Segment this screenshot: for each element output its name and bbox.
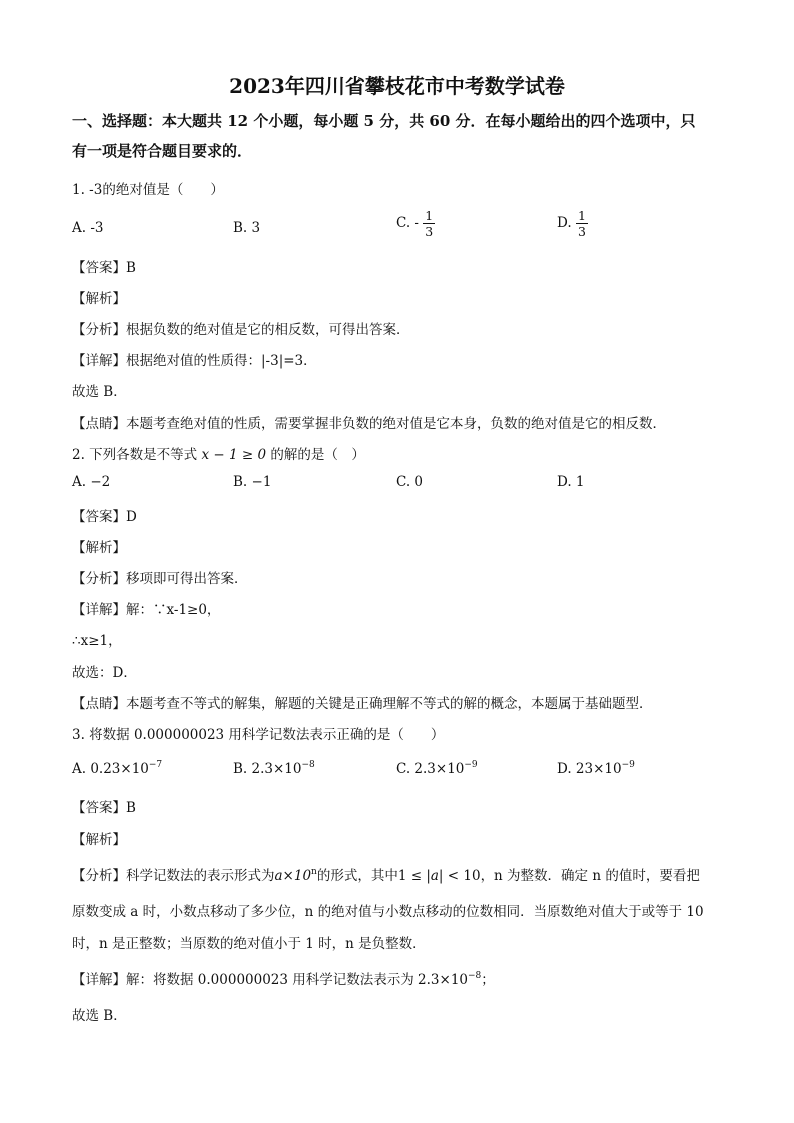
q3-xiangjie-suffix: ； (481, 972, 495, 988)
q3-option-d (557, 760, 635, 777)
q3-option-c (396, 760, 478, 777)
q1-option-b: B. 3 (233, 220, 261, 236)
q1-option-d-fraction (576, 208, 588, 239)
section-heading-line1: 一、选择题：本大题共 12 个小题，每小题 5 分，共 60 分．在每小题给出的四个选项中，只 (72, 112, 696, 130)
q3-option-a (72, 760, 162, 777)
q3-option-d-base: D. 23×10 (557, 761, 622, 777)
q2-stem-suffix: 的解的是（ ） (270, 447, 365, 463)
q3-fenxi-ineq-right: < 10 (443, 868, 481, 884)
q1-option-a: A. -3 (72, 220, 104, 236)
q3-fenxi-formula: a×10 (274, 868, 312, 884)
q3-answer: 【答案】B (72, 800, 136, 816)
q2-dianjing: 【点睛】本题考查不等式的解集，解题的关键是正确理解不等式的解的概念，本题属于基础题型． (72, 696, 653, 712)
page-title: 2023年四川省攀枝花市中考数学试卷 (229, 74, 565, 98)
q2-fenxi: 【分析】移项即可得出答案． (72, 571, 248, 587)
q1-option-d-numerator: 1 (577, 208, 586, 223)
q1-option-c-numerator: 1 (425, 208, 434, 223)
q3-fenxi-formula-exponent: n (311, 867, 317, 877)
q2-stem-inequality: x − 1 ≥ 0 (201, 447, 267, 463)
q2-stem (72, 443, 365, 463)
q2-option-c: C. 0 (396, 474, 424, 490)
q1-option-d-label: D. (557, 215, 572, 231)
q2-option-b: B. −1 (233, 474, 272, 490)
q3-fenxi-line1-end: ，n 为整数．确定 n 的值时，要看把 (480, 868, 700, 884)
q3-fenxi-ineq-abs: |a| (426, 868, 444, 884)
q1-fenxi: 【分析】根据负数的绝对值是它的相反数，可得出答案． (72, 322, 410, 338)
q3-xiangjie (72, 968, 495, 988)
q1-option-d (557, 208, 588, 239)
q3-fenxi-line2: 原数变成 a 时，小数点移动了多少位，n 的绝对值与小数点移动的位数相同．当原数绝对值大于或等于 10 (72, 904, 704, 920)
q2-choice: 故选：D． (72, 665, 137, 681)
q2-step: ∴x≥1， (72, 633, 122, 649)
q3-option-a-base: A. 0.23×10 (72, 761, 149, 777)
q1-option-d-denominator: 3 (577, 224, 586, 239)
q1-option-c (396, 208, 435, 239)
q1-choice: 故选 B． (72, 384, 127, 400)
q3-choice: 故选 B． (72, 1008, 127, 1024)
q2-option-d: D. 1 (557, 474, 585, 490)
q3-xiangjie-text: 【详解】解：将数据 0.000000023 用科学记数法表示为 2.3×10 (72, 972, 469, 988)
q2-option-a: A. −2 (72, 474, 111, 490)
q1-option-c-label: C. - (396, 215, 419, 231)
q3-xiangjie-exponent: −8 (468, 971, 482, 981)
q3-fenxi-line1 (72, 864, 700, 884)
q1-option-c-fraction (423, 208, 435, 239)
q1-analysis: 【解析】 (72, 291, 126, 307)
q3-option-b (233, 760, 315, 777)
section-heading-line2: 有一项是符合题目要求的． (72, 142, 253, 160)
q3-fenxi-ineq-left: 1 ≤ (397, 868, 427, 884)
q1-option-c-denominator: 3 (425, 224, 434, 239)
q3-option-c-base: C. 2.3×10 (396, 761, 465, 777)
q1-xiangjie: 【详解】根据绝对值的性质得：|-3|=3． (72, 353, 317, 369)
q1-answer: 【答案】B (72, 260, 136, 276)
q3-option-b-base: B. 2.3×10 (233, 761, 302, 777)
q3-option-b-exponent: −8 (301, 760, 315, 770)
q3-fenxi-line1-mid: 的形式，其中 (316, 868, 398, 884)
q3-fenxi-line1-text: 【分析】科学记数法的表示形式为 (72, 868, 275, 884)
q3-option-a-exponent: −7 (148, 760, 163, 770)
q3-fenxi-line3: 时，n 是正整数；当原数的绝对值小于 1 时，n 是负整数． (72, 936, 426, 952)
q2-xiangjie: 【详解】解：∵x-1≥0， (72, 602, 221, 618)
q3-analysis: 【解析】 (72, 832, 126, 848)
q2-answer: 【答案】D (72, 509, 137, 525)
q2-stem-text: 2. 下列各数是不等式 (72, 447, 198, 463)
q3-option-c-exponent: −9 (464, 760, 478, 770)
q3-stem: 3. 将数据 0.000000023 用科学记数法表示正确的是（ ） (72, 727, 445, 743)
q1-stem: 1. -3的绝对值是（ ） (72, 182, 224, 198)
q2-analysis: 【解析】 (72, 540, 126, 556)
q3-option-d-exponent: −9 (621, 760, 635, 770)
q1-dianjing: 【点睛】本题考查绝对值的性质，需要掌握非负数的绝对值是它本身，负数的绝对值是它的相反数． (72, 416, 666, 432)
